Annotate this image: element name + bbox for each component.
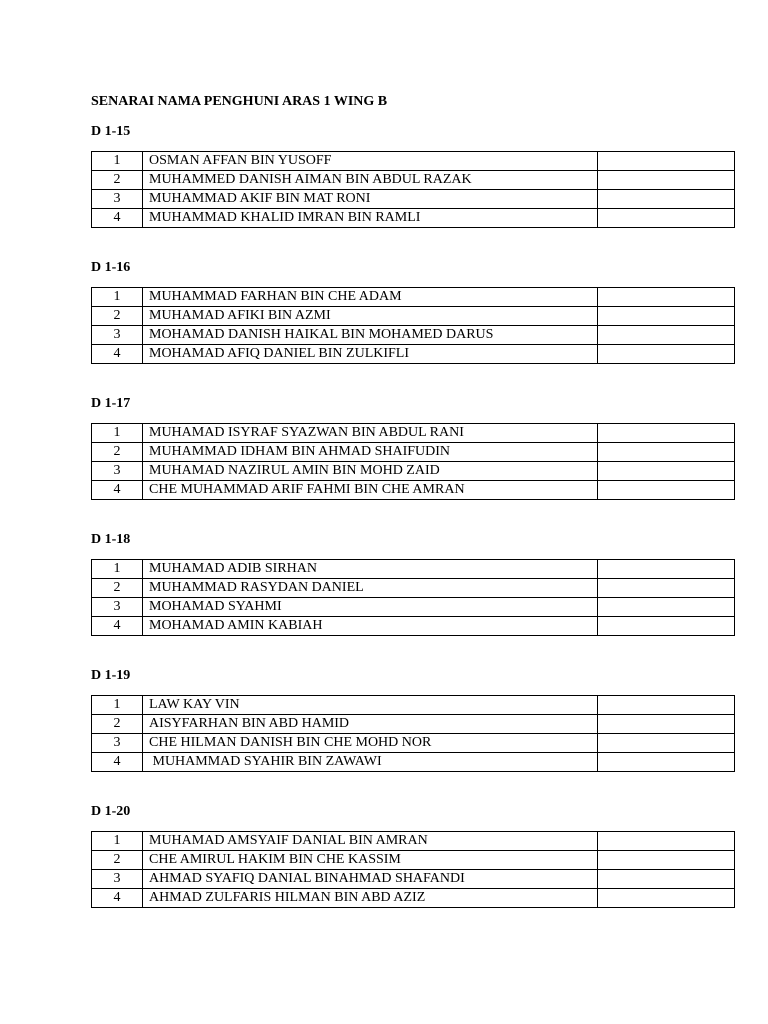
table-row	[92, 209, 735, 228]
row-number: 3	[92, 462, 143, 481]
table-row	[92, 832, 735, 851]
resident-name: MOHAMAD SYAHMI	[143, 598, 598, 617]
resident-name: MUHAMAD ADIB SIRHAN	[143, 560, 598, 579]
room-section-d-1-17	[91, 394, 735, 497]
row-number: 4	[92, 753, 143, 772]
room-section-d-1-20	[91, 802, 735, 905]
row-number: 2	[92, 851, 143, 870]
row-number: 1	[92, 696, 143, 715]
resident-name: MUHAMAD NAZIRUL AMIN BIN MOHD ZAID	[143, 462, 598, 481]
table-row	[92, 598, 735, 617]
residents-table	[91, 287, 735, 364]
blank-cell	[598, 832, 735, 851]
residents-table	[91, 423, 735, 500]
resident-name: MUHAMAD AFIKI BIN AZMI	[143, 307, 598, 326]
room-label: D 1-18	[91, 532, 131, 547]
room-section-d-1-19	[91, 666, 735, 769]
row-number: 3	[92, 326, 143, 345]
blank-cell	[598, 307, 735, 326]
blank-cell	[598, 462, 735, 481]
table-row	[92, 560, 735, 579]
blank-cell	[598, 560, 735, 579]
table-row	[92, 171, 735, 190]
row-number: 1	[92, 152, 143, 171]
room-section-d-1-15	[91, 122, 735, 225]
blank-cell	[598, 870, 735, 889]
table-row	[92, 579, 735, 598]
blank-cell	[598, 696, 735, 715]
table-row	[92, 734, 735, 753]
residents-table	[91, 559, 735, 636]
row-number: 3	[92, 598, 143, 617]
room-section-d-1-16	[91, 258, 735, 361]
resident-name: CHE HILMAN DANISH BIN CHE MOHD NOR	[143, 734, 598, 753]
table-row	[92, 870, 735, 889]
resident-name: MUHAMMAD IDHAM BIN AHMAD SHAIFUDIN	[143, 443, 598, 462]
resident-name: OSMAN AFFAN BIN YUSOFF	[143, 152, 598, 171]
blank-cell	[598, 851, 735, 870]
table-row	[92, 345, 735, 364]
room-label: D 1-20	[91, 804, 131, 819]
row-number: 1	[92, 424, 143, 443]
row-number: 2	[92, 443, 143, 462]
room-label: D 1-15	[91, 124, 131, 139]
table-row	[92, 753, 735, 772]
resident-name: CHE AMIRUL HAKIM BIN CHE KASSIM	[143, 851, 598, 870]
resident-name: MUHAMMAD KHALID IMRAN BIN RAMLI	[143, 209, 598, 228]
blank-cell	[598, 579, 735, 598]
resident-name: MUHAMMED DANISH AIMAN BIN ABDUL RAZAK	[143, 171, 598, 190]
blank-cell	[598, 209, 735, 228]
row-number: 3	[92, 734, 143, 753]
blank-cell	[598, 424, 735, 443]
resident-name: AHMAD SYAFIQ DANIAL BINAHMAD SHAFANDI	[143, 870, 598, 889]
resident-name: CHE MUHAMMAD ARIF FAHMI BIN CHE AMRAN	[143, 481, 598, 500]
table-row	[92, 889, 735, 908]
row-number: 1	[92, 832, 143, 851]
row-number: 2	[92, 579, 143, 598]
resident-name: MUHAMMAD FARHAN BIN CHE ADAM	[143, 288, 598, 307]
room-label: D 1-17	[91, 396, 131, 411]
blank-cell	[598, 753, 735, 772]
table-row	[92, 443, 735, 462]
blank-cell	[598, 734, 735, 753]
resident-name: MOHAMAD AMIN KABIAH	[143, 617, 598, 636]
row-number: 2	[92, 171, 143, 190]
resident-name: MUHAMMAD AKIF BIN MAT RONI	[143, 190, 598, 209]
residents-table	[91, 151, 735, 228]
table-row	[92, 696, 735, 715]
document-title: SENARAI NAMA PENGHUNI ARAS 1 WING B	[91, 94, 388, 109]
resident-name: MOHAMAD DANISH HAIKAL BIN MOHAMED DARUS	[143, 326, 598, 345]
row-number: 3	[92, 870, 143, 889]
table-row	[92, 307, 735, 326]
blank-cell	[598, 598, 735, 617]
row-number: 4	[92, 481, 143, 500]
blank-cell	[598, 889, 735, 908]
resident-name: AHMAD ZULFARIS HILMAN BIN ABD AZIZ	[143, 889, 598, 908]
room-section-d-1-18	[91, 530, 735, 633]
row-number: 2	[92, 307, 143, 326]
row-number: 2	[92, 715, 143, 734]
blank-cell	[598, 617, 735, 636]
table-row	[92, 715, 735, 734]
resident-name: LAW KAY VIN	[143, 696, 598, 715]
residents-table	[91, 695, 735, 772]
row-number: 4	[92, 617, 143, 636]
table-row	[92, 190, 735, 209]
table-row	[92, 617, 735, 636]
resident-name: MOHAMAD AFIQ DANIEL BIN ZULKIFLI	[143, 345, 598, 364]
row-number: 1	[92, 288, 143, 307]
room-label: D 1-19	[91, 668, 131, 683]
residents-table	[91, 831, 735, 908]
resident-name: MUHAMAD AMSYAIF DANIAL BIN AMRAN	[143, 832, 598, 851]
table-row	[92, 288, 735, 307]
room-label: D 1-16	[91, 260, 131, 275]
blank-cell	[598, 715, 735, 734]
table-row	[92, 481, 735, 500]
table-row	[92, 152, 735, 171]
blank-cell	[598, 288, 735, 307]
table-row	[92, 424, 735, 443]
row-number: 4	[92, 345, 143, 364]
resident-name: MUHAMMAD RASYDAN DANIEL	[143, 579, 598, 598]
blank-cell	[598, 481, 735, 500]
row-number: 3	[92, 190, 143, 209]
row-number: 4	[92, 209, 143, 228]
row-number: 1	[92, 560, 143, 579]
row-number: 4	[92, 889, 143, 908]
table-row	[92, 462, 735, 481]
blank-cell	[598, 443, 735, 462]
resident-name: MUHAMAD ISYRAF SYAZWAN BIN ABDUL RANI	[143, 424, 598, 443]
resident-name: AISYFARHAN BIN ABD HAMID	[143, 715, 598, 734]
blank-cell	[598, 171, 735, 190]
resident-name: MUHAMMAD SYAHIR BIN ZAWAWI	[143, 753, 598, 772]
table-row	[92, 851, 735, 870]
blank-cell	[598, 190, 735, 209]
table-row	[92, 326, 735, 345]
blank-cell	[598, 152, 735, 171]
blank-cell	[598, 345, 735, 364]
blank-cell	[598, 326, 735, 345]
